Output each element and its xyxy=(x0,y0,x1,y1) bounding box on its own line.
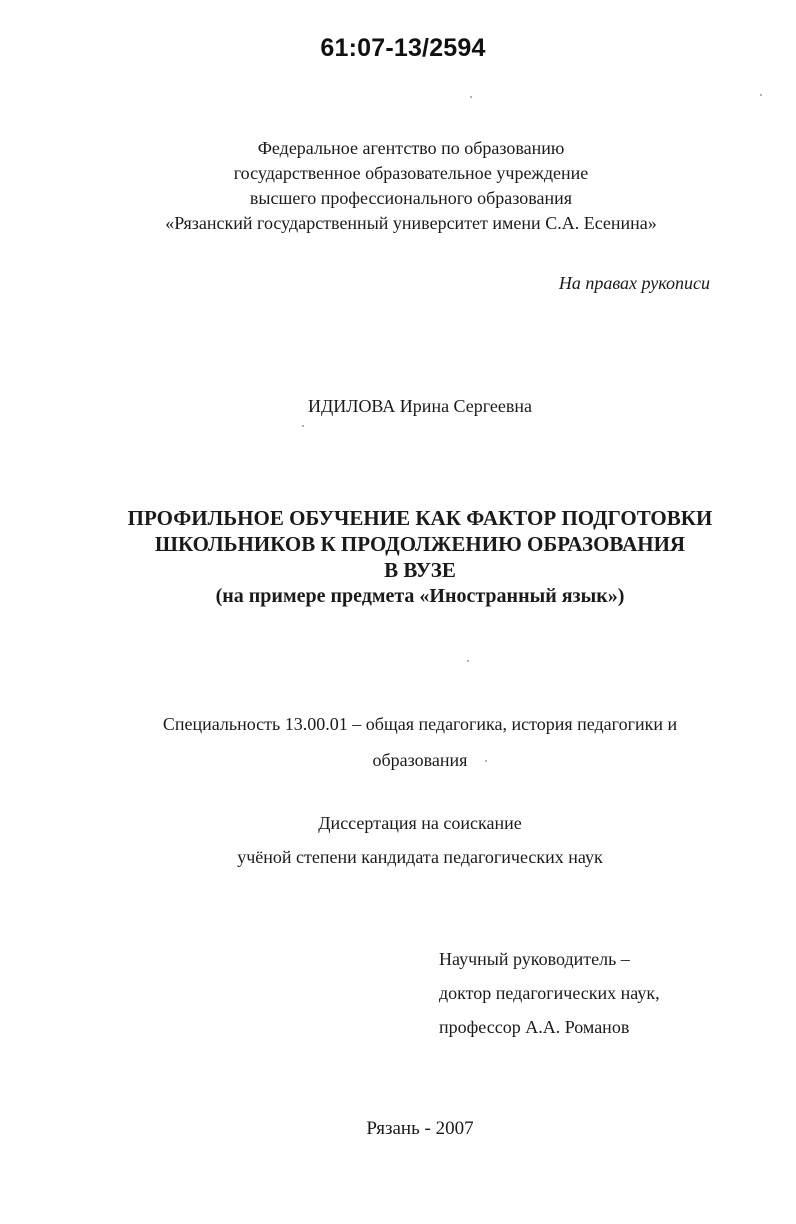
scan-speck xyxy=(302,425,304,427)
organization-line: Федеральное агентство по образованию xyxy=(257,138,565,158)
scan-speck xyxy=(470,96,472,98)
manuscript-note: На правах рукописи xyxy=(558,273,710,293)
organization-line: высшего профессионального образования xyxy=(249,188,573,208)
advisor-line: Научный руководитель – xyxy=(439,949,630,969)
organization-line: государственное образовательное учреждение xyxy=(233,163,589,183)
dissertation-title xyxy=(0,505,796,609)
advisor-line: профессор А.А. Романов xyxy=(439,1017,630,1037)
title-subtitle: (на примере предмета «Иностранный язык») xyxy=(215,585,625,607)
specialty-line: Специальность 13.00.01 – общая педагогика, история педагогики и xyxy=(162,714,678,734)
advisor-block xyxy=(439,942,660,1044)
scan-speck xyxy=(485,760,487,762)
title-line: ПРОФИЛЬНОЕ ОБУЧЕНИЕ КАК ФАКТОР ПОДГОТОВКИ xyxy=(127,506,713,530)
scan-speck xyxy=(760,94,762,96)
catalog-number: 61:07-13/2594 xyxy=(320,34,486,62)
title-line: В ВУЗЕ xyxy=(384,558,456,582)
scan-speck xyxy=(467,660,469,662)
organization-block xyxy=(0,136,796,236)
organization-line: «Рязанский государственный университет имени С.А. Есенина» xyxy=(165,213,657,233)
city-year: Рязань - 2007 xyxy=(366,1118,474,1139)
degree-line: Диссертация на соискание xyxy=(318,813,522,833)
author-name: ИДИЛОВА Ирина Сергеевна xyxy=(307,396,533,416)
advisor-line: доктор педагогических наук, xyxy=(439,983,660,1003)
degree-block xyxy=(0,806,796,874)
title-line: ШКОЛЬНИКОВ К ПРОДОЛЖЕНИЮ ОБРАЗОВАНИЯ xyxy=(154,532,686,556)
specialty-block xyxy=(0,706,796,778)
specialty-line: образования xyxy=(372,750,468,770)
degree-line: учёной степени кандидата педагогических наук xyxy=(237,847,603,867)
